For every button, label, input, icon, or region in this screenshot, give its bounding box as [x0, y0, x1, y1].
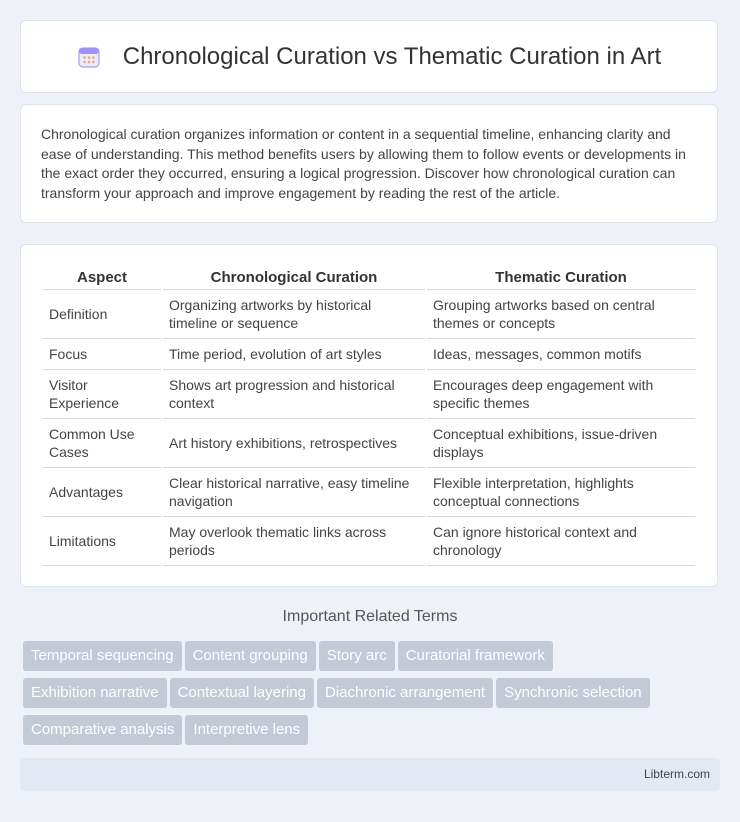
row-aspect: Visitor Experience — [43, 370, 161, 419]
calendar-icon — [77, 45, 101, 69]
related-term-tag[interactable]: Synchronic selection — [496, 678, 650, 708]
related-terms-list — [23, 641, 723, 752]
related-term-tag[interactable]: Contextual layering — [170, 678, 314, 708]
related-term-tag[interactable]: Content grouping — [185, 641, 316, 671]
table-row — [43, 370, 695, 419]
comparison-table — [41, 265, 697, 566]
related-term-tag[interactable]: Curatorial framework — [398, 641, 553, 671]
row-chronological: Shows art progression and historical context — [163, 370, 425, 419]
row-aspect: Limitations — [43, 517, 161, 566]
related-term-tag[interactable]: Diachronic arrangement — [317, 678, 493, 708]
header-chronological: Chronological Curation — [163, 265, 425, 290]
row-aspect: Definition — [43, 290, 161, 339]
intro-card — [20, 104, 718, 223]
title-card — [20, 20, 718, 93]
row-thematic: Encourages deep engagement with specific themes — [427, 370, 695, 419]
row-chronological: Time period, evolution of art styles — [163, 339, 425, 370]
footer-site-link[interactable]: Libterm.com — [643, 767, 710, 781]
header-aspect: Aspect — [43, 265, 161, 290]
row-chronological: Clear historical narrative, easy timeline navigation — [163, 468, 425, 517]
row-aspect: Focus — [43, 339, 161, 370]
related-term-tag[interactable]: Comparative analysis — [23, 715, 182, 745]
table-row — [43, 339, 695, 370]
header-thematic: Thematic Curation — [427, 265, 695, 290]
row-aspect: Advantages — [43, 468, 161, 517]
table-row — [43, 290, 695, 339]
table-header-row — [43, 265, 695, 290]
table-row — [43, 468, 695, 517]
related-term-tag[interactable]: Interpretive lens — [185, 715, 308, 745]
row-chronological: Art history exhibitions, retrospectives — [163, 419, 425, 468]
row-chronological: Organizing artworks by historical timeline or sequence — [163, 290, 425, 339]
comparison-card — [20, 244, 718, 587]
row-thematic: Ideas, messages, common motifs — [427, 339, 695, 370]
related-terms-heading: Important Related Terms — [282, 608, 458, 625]
related-term-tag[interactable]: Temporal sequencing — [23, 641, 182, 671]
table-row — [43, 419, 695, 468]
row-aspect: Common Use Cases — [43, 419, 161, 468]
table-row — [43, 517, 695, 566]
row-thematic: Grouping artworks based on central themes or concepts — [427, 290, 695, 339]
intro-text: Chronological curation organizes information or content in a sequential timeline, enhancing clarity and ease of understanding. This method benefits users by allowing them to follow events or developments in the exact order they occurred, ensuring a logical progression. Discover how chronological curation can transform your approach and improve engagement by reading the rest of the article. — [41, 126, 686, 201]
row-thematic: Conceptual exhibitions, issue-driven displays — [427, 419, 695, 468]
footer — [20, 758, 720, 791]
row-chronological: May overlook thematic links across periods — [163, 517, 425, 566]
related-term-tag[interactable]: Exhibition narrative — [23, 678, 167, 708]
row-thematic: Can ignore historical context and chronology — [427, 517, 695, 566]
page-title: Chronological Curation vs Thematic Curation in Art — [122, 42, 662, 70]
row-thematic: Flexible interpretation, highlights conceptual connections — [427, 468, 695, 517]
related-term-tag[interactable]: Story arc — [319, 641, 395, 671]
